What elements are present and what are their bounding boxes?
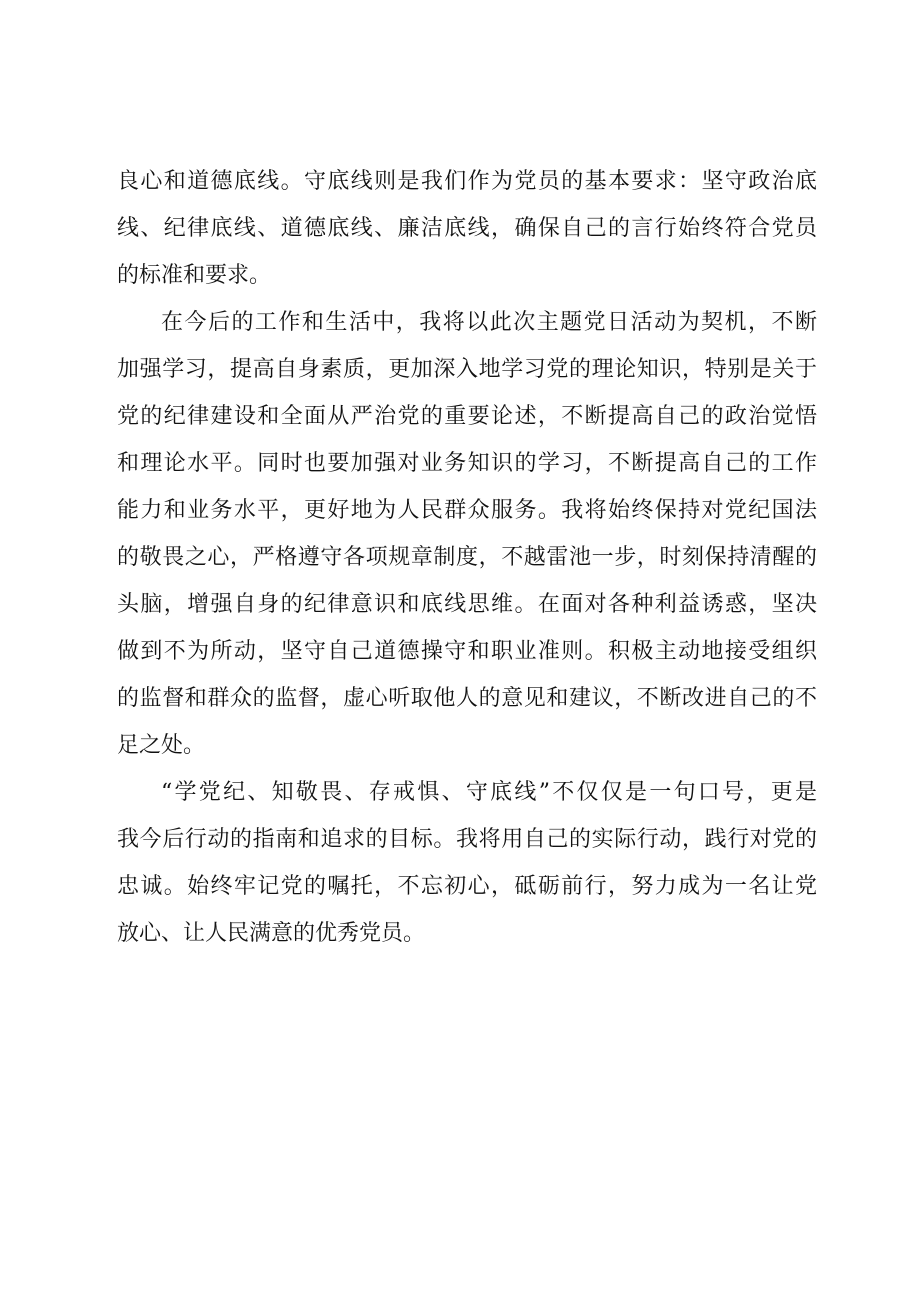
text-line: 头脑，增强自身的纪律意识和底线思维。在面对各种利益诱惑，坚决 [117, 592, 817, 617]
text-line: 的敬畏之心，严格遵守各项规章制度，不越雷池一步，时刻保持清醒的 [117, 545, 817, 570]
document-body [117, 158, 817, 957]
text-line: 忠诚。始终牢记党的嘱托，不忘初心，砥砺前行，努力成为一名让党 [117, 874, 817, 899]
paragraph-1 [117, 158, 817, 299]
text-line: 线、纪律底线、道德底线、廉洁底线，确保自己的言行始终符合党员 [117, 216, 817, 241]
text-line: 加强学习，提高自身素质，更加深入地学习党的理论知识，特别是关于 [117, 357, 817, 382]
text-line: 和理论水平。同时也要加强对业务知识的学习，不断提高自己的工作 [117, 451, 817, 476]
text-line: 在今后的工作和生活中，我将以此次主题党日活动为契机，不断 [161, 310, 817, 335]
text-line: 的标准和要求。 [117, 263, 272, 288]
text-line: 足之处。 [117, 733, 206, 758]
paragraph-2 [117, 299, 817, 769]
paragraph-3 [117, 769, 817, 957]
text-line: 党的纪律建设和全面从严治党的重要论述，不断提高自己的政治觉悟 [117, 404, 817, 429]
text-line: 能力和业务水平，更好地为人民群众服务。我将始终保持对党纪国法 [117, 498, 817, 523]
text-line: 的监督和群众的监督，虚心听取他人的意见和建议，不断改进自己的不 [117, 686, 817, 711]
text-line: “学党纪、知敬畏、存戒惧、守底线”不仅仅是一句口号，更是 [161, 780, 817, 805]
text-line: 我今后行动的指南和追求的目标。我将用自己的实际行动，践行对党的 [117, 827, 817, 852]
text-line: 放心、让人民满意的优秀党员。 [117, 921, 426, 946]
text-line: 做到不为所动，坚守自己道德操守和职业准则。积极主动地接受组织 [117, 639, 817, 664]
text-line: 良心和道德底线。守底线则是我们作为党员的基本要求：坚守政治底 [117, 169, 817, 194]
